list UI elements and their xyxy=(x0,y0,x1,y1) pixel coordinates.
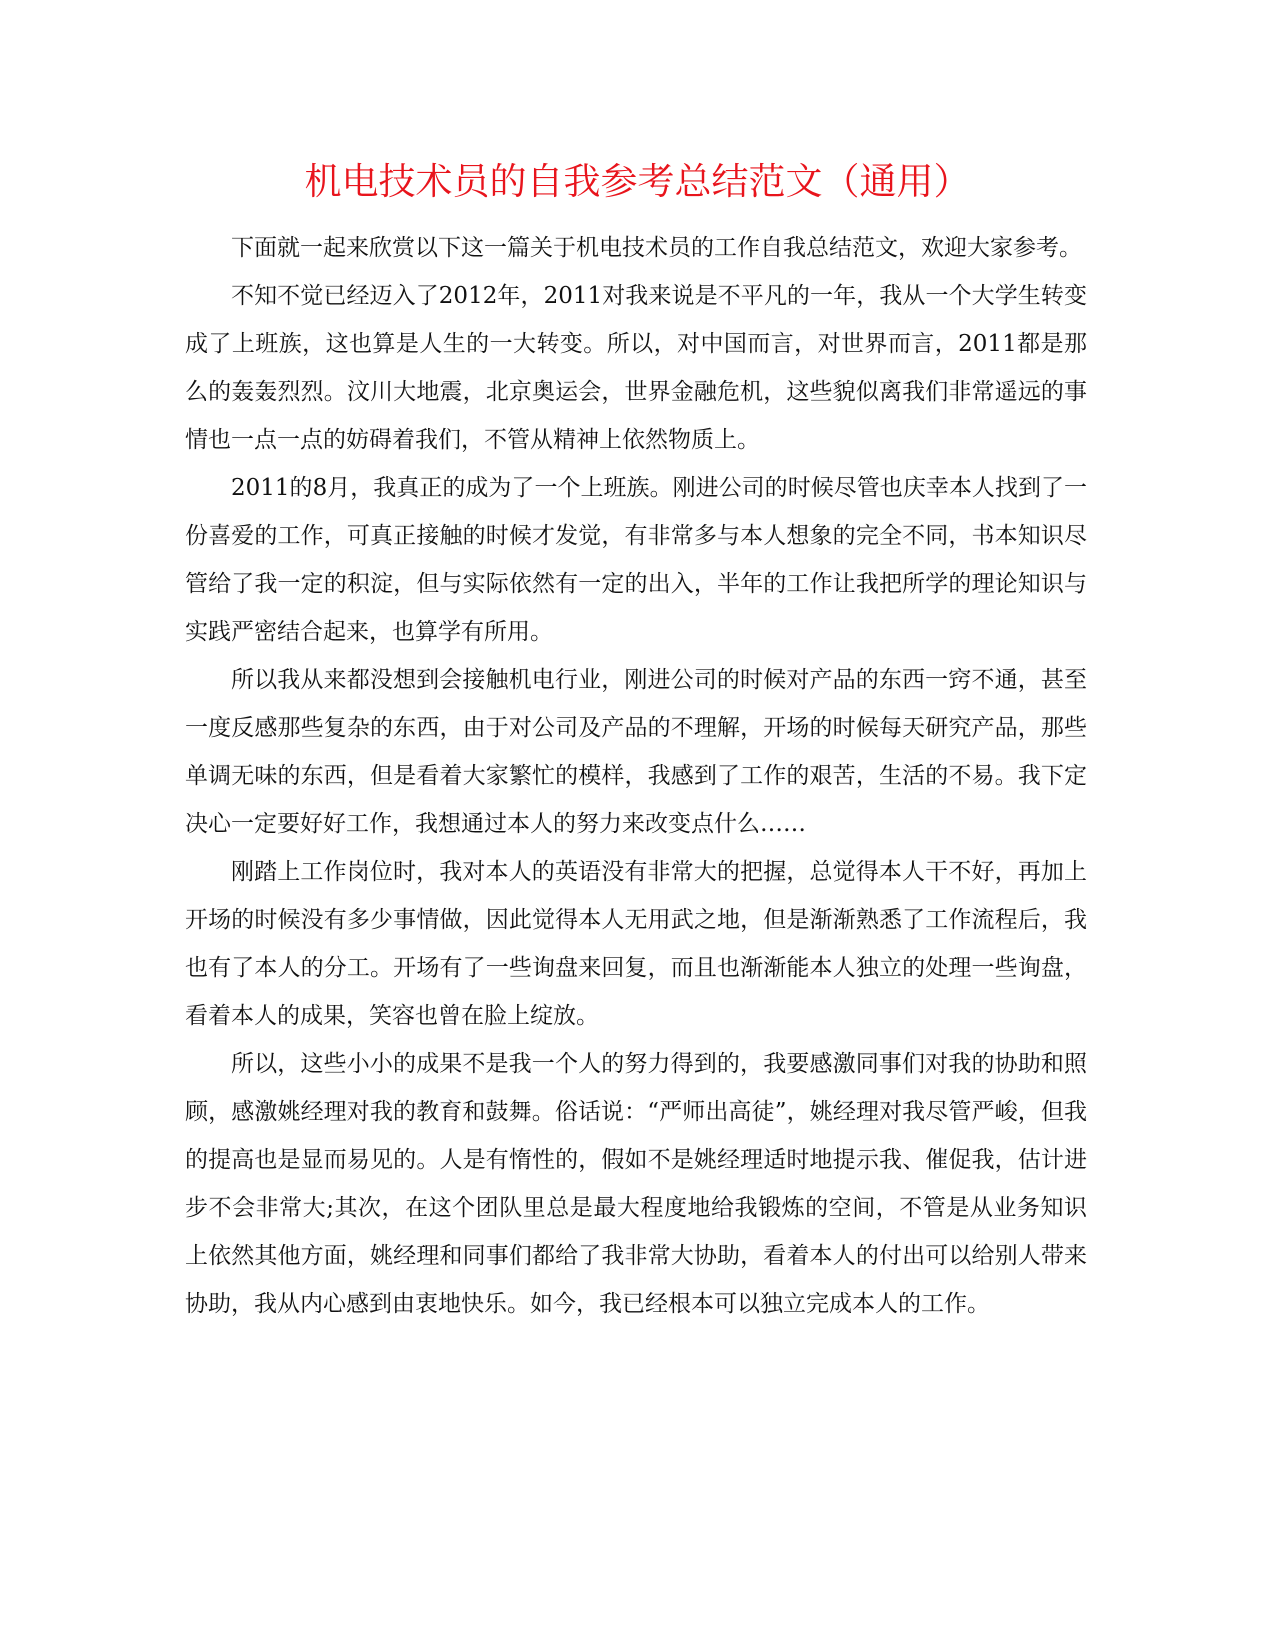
paragraph-industry: 所以我从来都没想到会接触机电行业，刚进公司的时候对产品的东西一窍不通，甚至一度反感那些复杂的东西，由于对公司及产品的不理解，开场的时候每天研究产品，那些单调无味的东西，但是看着大家繁忙的模样，我感到了工作的艰苦，生活的不易。我下定决心一定要好好工作，我想通过本人的努力来改变点什么…… xyxy=(185,667,1087,837)
paragraph-august: 2011的8月，我真正的成为了一个上班族。刚进公司的时候尽管也庆幸本人找到了一份喜爱的工作，可真正接触的时候才发觉，有非常多与本人想象的完全不同，书本知识尽管给了我一定的积淀，但与实际依然有一定的出入，半年的工作让我把所学的理论知识与实践严密结合起来，也算学有所用。 xyxy=(185,475,1087,645)
paragraph-first-job: 刚踏上工作岗位时，我对本人的英语没有非常大的把握，总觉得本人干不好，再加上开场的时候没有多少事情做，因此觉得本人无用武之地，但是渐渐熟悉了工作流程后，我也有了本人的分工。开场有了一些询盘来回复，而且也渐渐能本人独立的处理一些询盘，看着本人的成果，笑容也曾在脸上绽放。 xyxy=(185,859,1087,1029)
document-title: 机电技术员的自我参考总结范文（通用） xyxy=(304,160,971,203)
paragraph-intro: 下面就一起来欣赏以下这一篇关于机电技术员的工作自我总结范文，欢迎大家参考。 xyxy=(231,235,1082,261)
paragraph-thanks: 所以，这些小小的成果不是我一个人的努力得到的，我要感激同事们对我的协助和照顾，感激姚经理对我的教育和鼓舞。俗话说：“严师出高徒”，姚经理对我尽管严峻，但我的提高也是显而易见的。人是有惰性的，假如不是姚经理适时地提示我、催促我，估计进步不会非常大;其次，在这个团队里总是最大程度地给我锻炼的空间，不管是从业务知识上依然其他方面，姚经理和同事们都给了我非常大协助，看着本人的付出可以给别人带来协助，我从内心感到由衷地快乐。如今，我已经根本可以独立完成本人的工作。 xyxy=(185,1051,1087,1317)
document-body xyxy=(185,224,1087,1328)
paragraph-2012: 不知不觉已经迈入了2012年，2011对我来说是不平凡的一年，我从一个大学生转变成了上班族，这也算是人生的一大转变。所以，对中国而言，对世界而言，2011都是那么的轰轰烈烈。汶川大地震，北京奥运会，世界金融危机，这些貌似离我们非常遥远的事情也一点一点的妨碍着我们，不管从精神上依然物质上。 xyxy=(185,283,1087,453)
